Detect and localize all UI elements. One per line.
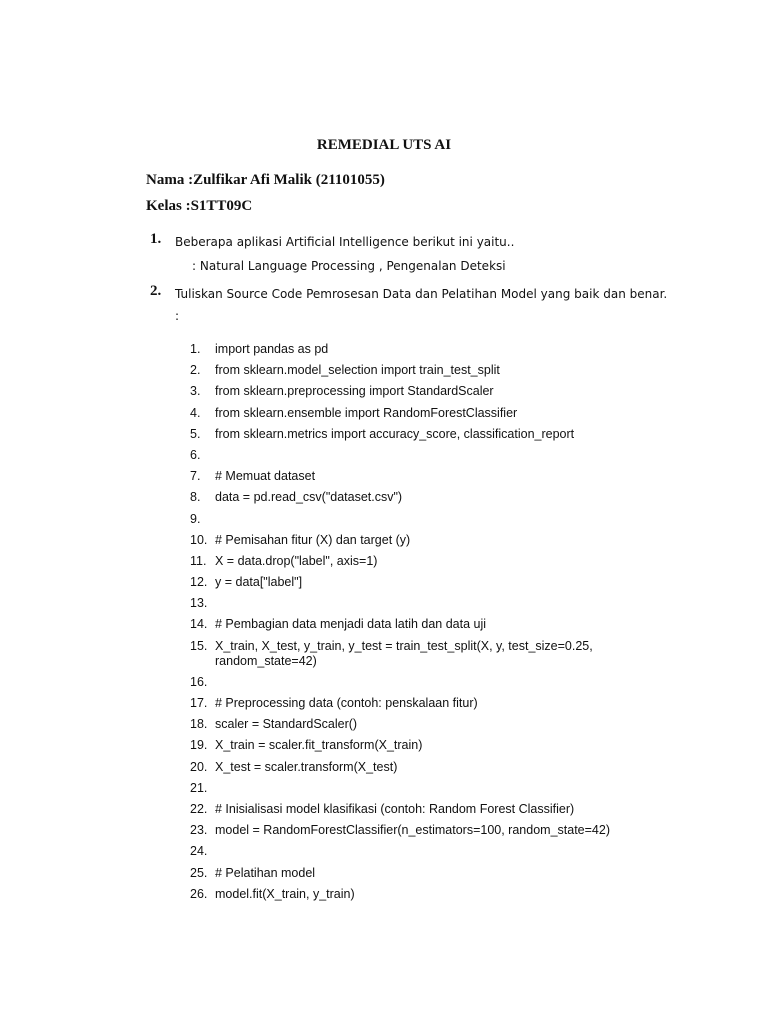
code-line-text: X_test = scaler.transform(X_test) [215,759,398,774]
code-line-number: 15. [190,638,208,653]
code-line-number: 19. [190,738,208,753]
code-line-text: from sklearn.model_selection import train_test_split [215,363,500,378]
code-line-text: # Memuat dataset [215,469,316,484]
code-line-number: 6. [190,447,201,462]
code-line [190,802,690,817]
code-line-text: # Preprocessing data (contoh: penskalaan fitur) [215,696,478,710]
code-line [190,781,690,796]
code-line [190,342,690,357]
code-line-number: 20. [190,759,208,774]
code-line [190,844,690,859]
code-line-text: from sklearn.preprocessing import StandardScaler [215,384,494,399]
code-line [190,406,690,421]
code-line-text: data = pd.read_csv("dataset.csv") [215,490,403,505]
code-line-number: 7. [190,469,201,484]
source-code-list [190,342,690,908]
code-line [190,512,690,527]
code-line [190,717,690,732]
code-line-number: 1. [190,342,201,356]
code-line-text [215,781,690,796]
code-line [190,823,690,838]
code-line-text [215,512,690,527]
code-line-text [215,448,690,463]
code-line [190,469,690,484]
code-line [190,448,690,463]
code-line [190,554,690,569]
code-line [190,675,690,690]
code-line-number: 22. [190,801,208,816]
code-line [190,738,690,753]
code-line [190,866,690,881]
code-line-text: X = data.drop("label", axis=1) [215,553,378,568]
code-line-number: 18. [190,717,208,732]
code-line-number: 26. [190,886,208,901]
code-line-number: 12. [190,575,208,590]
code-line-number: 2. [190,363,201,378]
code-line [190,533,690,548]
code-line-text: import pandas as pd [215,342,329,356]
code-line-text: scaler = StandardScaler() [215,717,358,732]
question-2-number: 2. [150,283,162,299]
code-line-text: model = RandomForestClassifier(n_estimators=100, random_state=42) [215,823,610,838]
code-line-text: # Inisialisasi model klasifikasi (contoh: Random Forest Classifier) [215,801,575,816]
code-line-number: 23. [190,823,208,838]
code-line-number: 4. [190,405,201,420]
code-line [190,887,690,902]
code-line-number: 24. [190,844,208,859]
document-title: REMEDIAL UTS AI [316,137,452,153]
question-1-number: 1. [150,231,162,247]
code-line [190,596,690,611]
code-line-text: from sklearn.ensemble import RandomForestClassifier [215,405,518,420]
code-line [190,363,690,378]
code-line-number: 9. [190,511,201,526]
code-line-number: 16. [190,674,208,689]
code-line-text [215,596,690,611]
code-line-text [215,675,690,690]
code-line [190,427,690,442]
code-line [190,639,690,669]
code-line [190,760,690,775]
question-2-answer: : [175,309,180,323]
code-line-text: X_train = scaler.fit_transform(X_train) [215,738,423,753]
code-line-text: # Pembagian data menjadi data latih dan data uji [215,617,487,632]
question-1-answer: : Natural Language Processing , Pengenalan Deteksi [192,259,506,273]
student-name: Nama :Zulfikar Afi Malik (21101055) [146,172,385,188]
code-line-number: 10. [190,532,208,547]
code-line-text: # Pemisahan fitur (X) dan target (y) [215,532,411,547]
code-line-number: 21. [190,780,208,795]
code-line [190,384,690,399]
code-line-text: y = data["label"] [215,575,303,590]
code-line [190,617,690,632]
code-line-number: 14. [190,617,208,632]
question-1-text: Beberapa aplikasi Artificial Intelligence berikut ini yaitu.. [175,235,515,249]
code-line-text: X_train, X_test, y_train, y_test = train_test_split(X, y, test_size=0.25, random_state=42) [215,638,593,668]
code-line-number: 8. [190,490,201,505]
code-line-text: # Pelatihan model [215,865,316,880]
student-class: Kelas :S1TT09C [146,198,253,214]
question-2-text: Tuliskan Source Code Pemrosesan Data dan Pelatihan Model yang baik dan benar. [175,287,668,301]
code-line [190,490,690,505]
code-line-text: model.fit(X_train, y_train) [215,886,355,901]
code-line [190,696,690,711]
code-line-number: 25. [190,865,208,880]
code-line-text [215,844,690,859]
code-line-number: 17. [190,696,208,710]
code-line-number: 11. [190,553,207,568]
code-line-number: 3. [190,384,201,399]
code-line-text: from sklearn.metrics import accuracy_score, classification_report [215,426,575,441]
code-line [190,575,690,590]
code-line-number: 13. [190,596,208,611]
code-line-number: 5. [190,426,201,441]
